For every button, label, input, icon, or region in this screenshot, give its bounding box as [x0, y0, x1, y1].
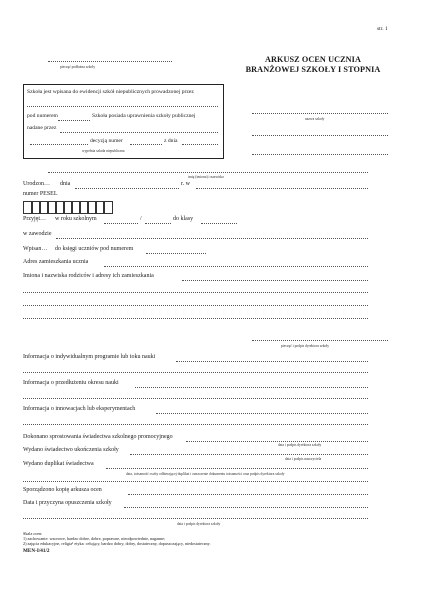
individual-program-field-2[interactable] [23, 372, 368, 373]
duplicate-issued-label: Wydano duplikat świadectwa [23, 461, 94, 467]
form-code: MEN-I/41/2 [23, 548, 50, 554]
address-label: Adres zamieszkania ucznia [23, 259, 89, 265]
school-year-start-field[interactable] [104, 223, 138, 224]
leaving-date-field[interactable] [124, 507, 368, 508]
extension-field[interactable] [135, 387, 368, 388]
correction-caption: data i podpis dyrektora szkoły [278, 443, 322, 447]
leaving-date-caption: data i podpis dyrektora szkoły [177, 522, 221, 526]
register-number-field[interactable] [146, 253, 206, 254]
profession-field[interactable] [56, 238, 368, 239]
born-label: Urodzon… [23, 181, 50, 187]
school-name-caption: nazwa szkoły [305, 117, 325, 121]
school-stamp-line [48, 61, 172, 62]
parents-field-line4[interactable] [23, 318, 368, 319]
address-field[interactable] [104, 266, 368, 267]
director-signature-line[interactable] [252, 340, 388, 341]
registry-line1: Szkoła jest wpisana do ewidencji szkół niepublicznych prowadzonej przez [27, 89, 194, 95]
certificate-issued-field[interactable] [130, 454, 368, 455]
register-label: Wpisan… [23, 246, 48, 252]
innovations-field-2[interactable] [23, 424, 368, 425]
duplicate-extra-line[interactable] [23, 481, 368, 482]
grade-scale-subjects: 2) zajęcia edukacyjne, religia¹ etyka: celujący, bardzo dobry, dobry, dostateczny, dopuszczający, niedostateczny. [23, 541, 211, 546]
school-year-separator: / [140, 216, 142, 222]
certificate-issued-caption: data i podpis nauczyciela [285, 457, 322, 461]
registry-date-field[interactable] [182, 144, 218, 145]
school-stamp-caption: pieczęć podłużna szkoły [60, 65, 96, 69]
copy-sent-field[interactable] [128, 494, 368, 495]
page-number: str. 1 [377, 26, 388, 32]
registry-box [23, 84, 224, 159]
correction-label: Dokonano sprostowania świadectwa szkolnego promocyjnego [23, 434, 173, 440]
innovations-field[interactable] [156, 413, 368, 414]
parents-field-line1[interactable] [182, 280, 368, 281]
leaving-date-label: Data i przyczyna opuszczenia szkoły [23, 500, 112, 506]
birth-year-suffix: r. w [181, 181, 190, 187]
registry-caption: wypełnia szkoła niepubliczna [82, 149, 125, 153]
school-year-label: w roku szkolnym [55, 216, 97, 222]
registry-decision-label: decyzją numer [90, 138, 123, 144]
registry-decision-number-field[interactable] [130, 144, 162, 145]
registry-decision-field[interactable] [30, 144, 88, 145]
director-signature-caption: pieczęć i podpis dyrektora szkoły [281, 344, 330, 348]
form-title-line2: BRANŻOWEJ SZKOŁY I STOPNIA [245, 65, 381, 74]
individual-program-field[interactable] [176, 361, 368, 362]
parents-label: Imiona i nazwiska rodziców i adresy ich zamieszkania [23, 273, 154, 279]
parents-field-line3[interactable] [23, 305, 368, 306]
school-name-line2[interactable] [252, 135, 388, 136]
class-label: do klasy [173, 216, 194, 222]
innovations-label: Informacja o innowacjach lub eksperymentach [23, 406, 136, 412]
registry-number-field[interactable] [58, 120, 90, 121]
birth-place-field[interactable] [196, 188, 368, 189]
class-field[interactable] [201, 223, 237, 224]
extension-label: Informacja o przedłużeniu okresu nauki [23, 380, 119, 386]
grade-scale-title: Skala ocen: [23, 531, 43, 536]
grade-scale-behavior: 1) zachowanie: wzorowe, bardzo dobre, dobre, poprawne, nieodpowiednie, naganne; [23, 536, 166, 541]
individual-program-label: Informacja o indywidualnym programie lub toku nauki [23, 354, 156, 360]
school-year-end-field[interactable] [145, 223, 171, 224]
student-name-line[interactable] [48, 172, 368, 173]
duplicate-issued-field[interactable] [106, 468, 368, 469]
leaving-date-field-2[interactable] [23, 518, 368, 519]
registry-public-rights: Szkoła posiada uprawnienia szkoły publicznej [92, 113, 196, 119]
correction-field[interactable] [186, 441, 368, 442]
admitted-label: Przyjęt… [23, 216, 46, 222]
pesel-digit-box[interactable] [103, 201, 113, 214]
pesel-label: numer PESEL [23, 191, 58, 197]
born-day-label: dnia [60, 181, 71, 187]
registry-date-label: z dnia [164, 138, 178, 144]
profession-label: w zawodzie [23, 231, 52, 237]
registry-line1-fill [27, 106, 218, 107]
registry-number-label: pod numerem [27, 113, 58, 119]
school-name-line1[interactable] [252, 113, 388, 114]
registry-granted-by: nadane przez [27, 125, 57, 131]
parents-field-line2[interactable] [23, 292, 368, 293]
duplicate-issued-caption: data, tożsamość osoby odbierającej duplikat i oznaczenie dokumentu tożsamości oraz podpis dyrektora szkoły [126, 472, 285, 476]
copy-sent-label: Sporządzono kopię arkusza ocen [23, 487, 102, 493]
form-title-line1: ARKUSZ OCEN UCZNIA [265, 55, 361, 64]
register-text: do księgi uczniów pod numerem [55, 246, 134, 252]
student-name-caption: imię (imiona) i nazwisko [188, 175, 225, 179]
registry-granted-by-field[interactable] [60, 132, 218, 133]
birth-date-field[interactable] [75, 188, 179, 189]
extension-field-2[interactable] [23, 398, 368, 399]
certificate-issued-label: Wydano świadectwo ukończenia szkoły [23, 447, 119, 453]
school-name-line3[interactable] [252, 154, 388, 155]
